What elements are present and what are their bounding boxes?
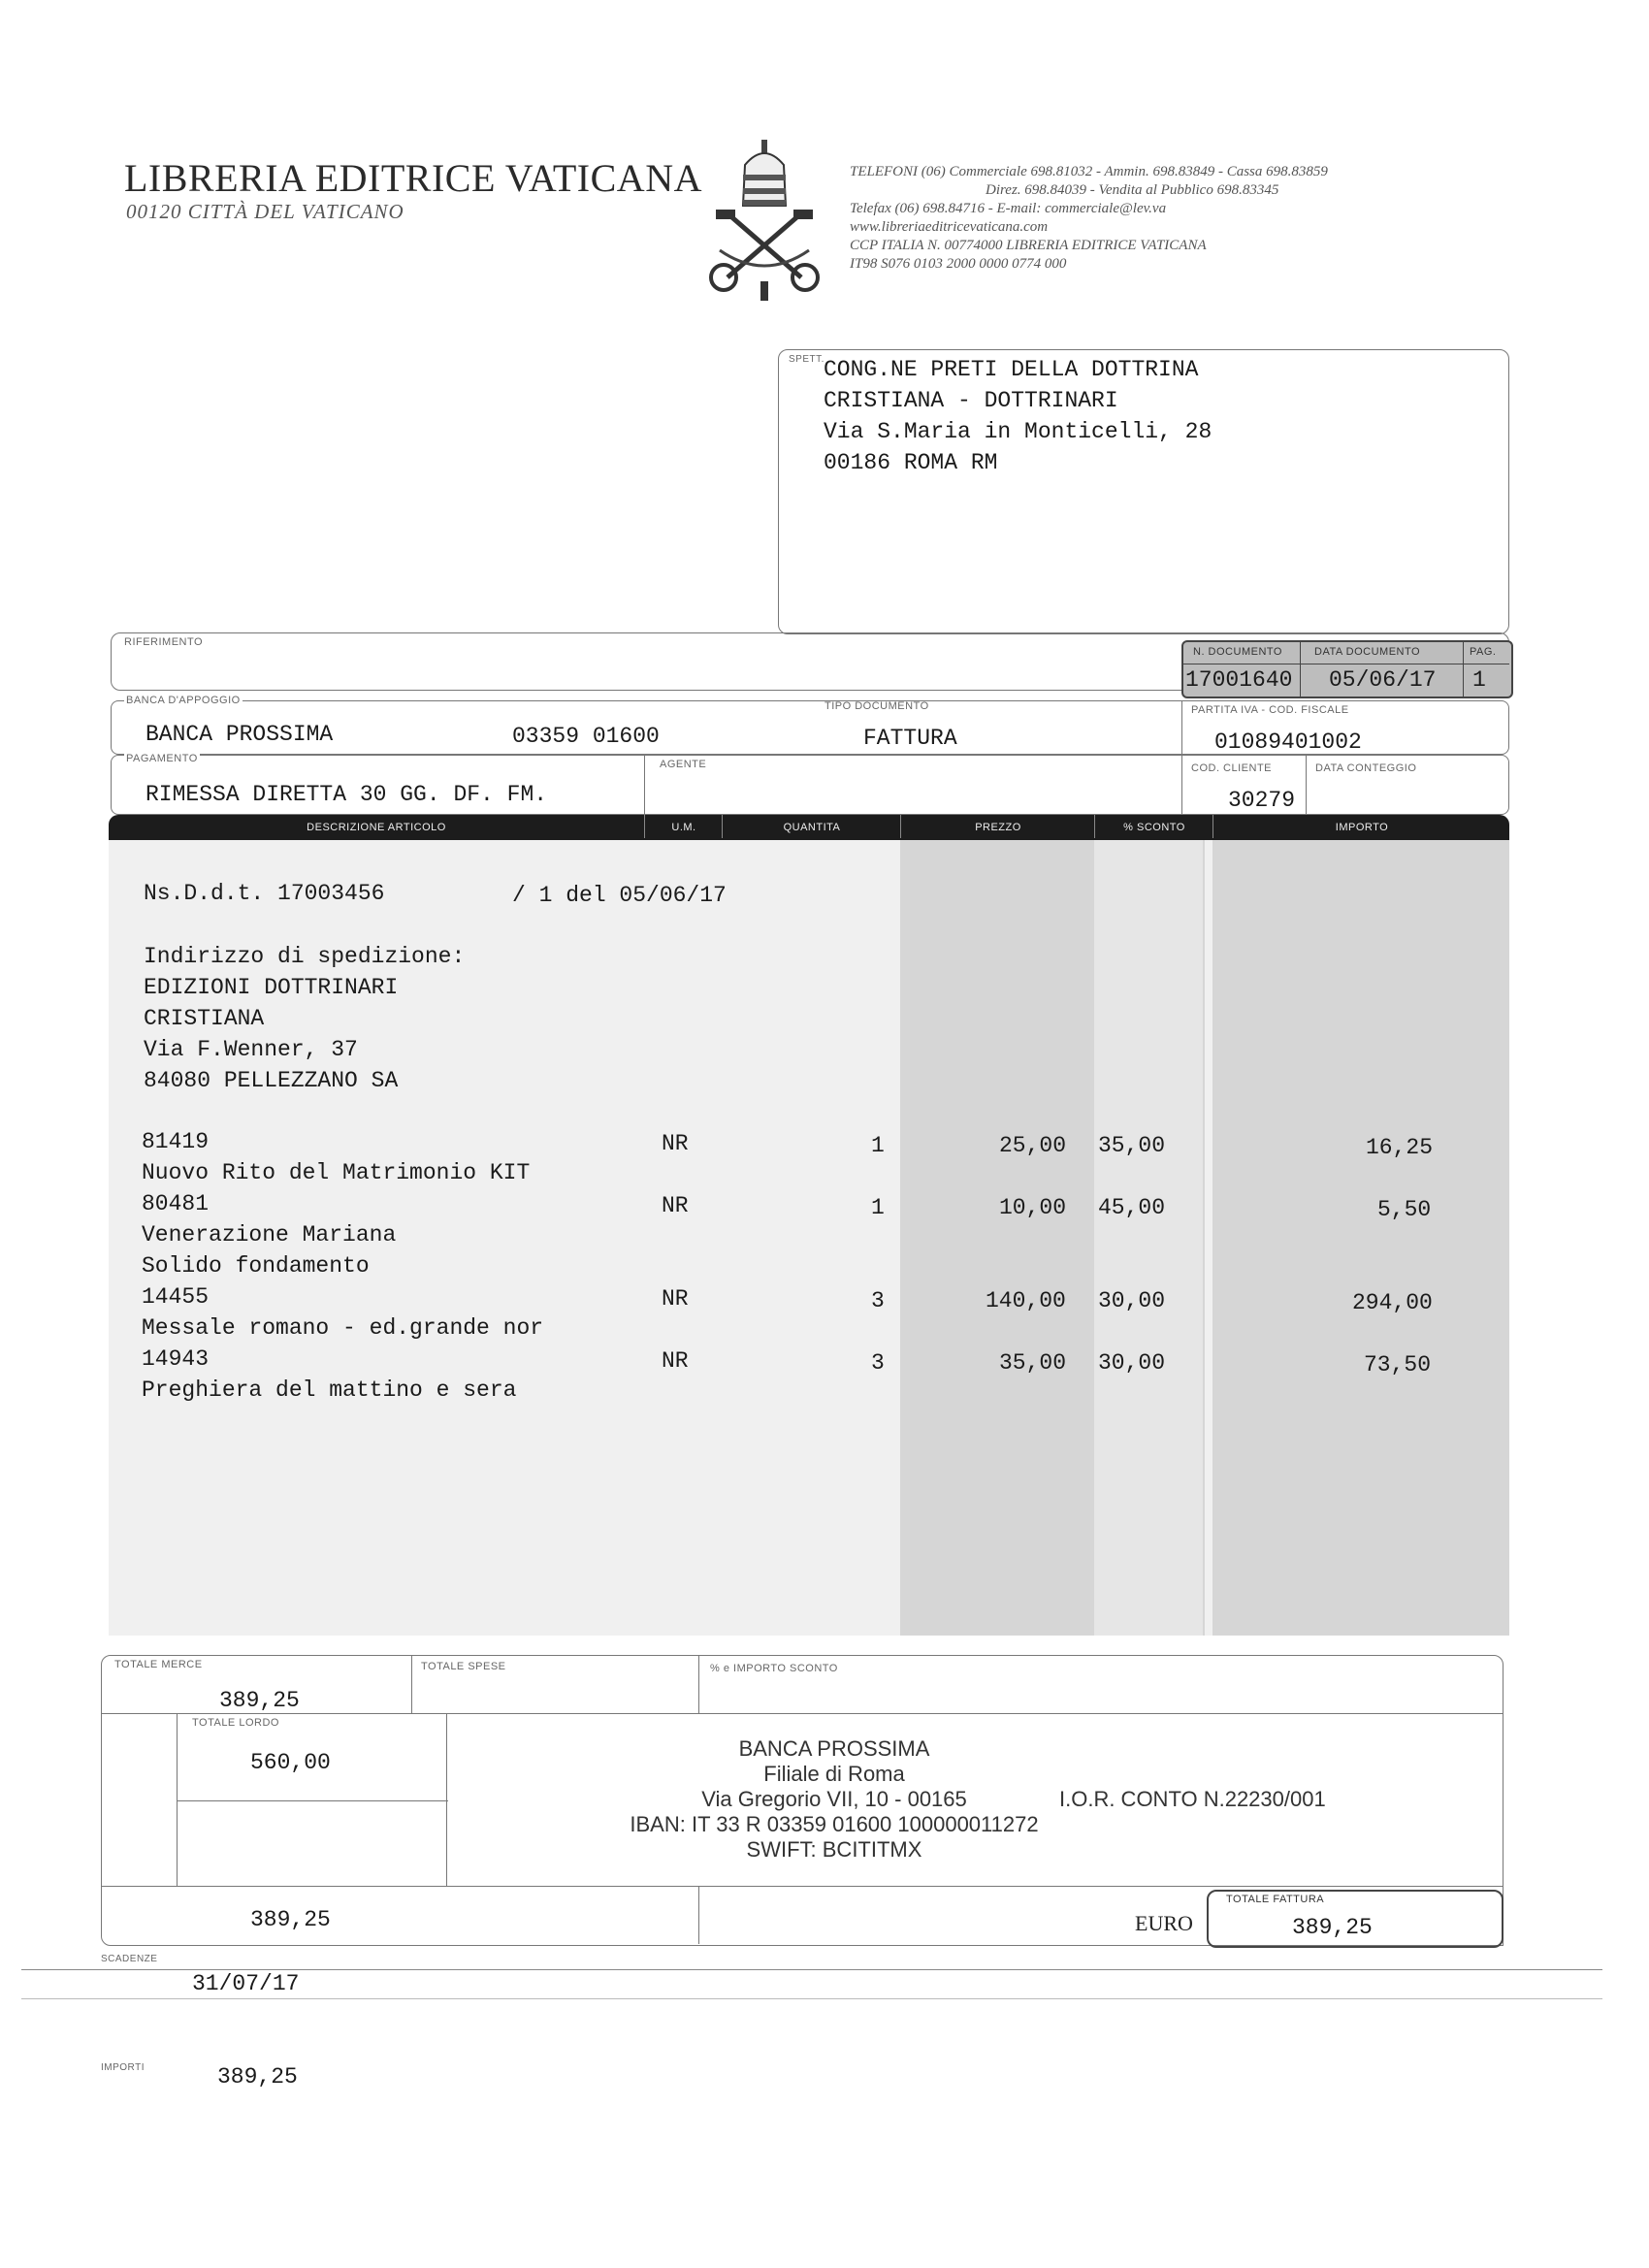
col-header-quantita: QUANTITA	[722, 815, 901, 838]
totals-divider	[698, 1886, 699, 1944]
totale-lordo-value: 560,00	[250, 1750, 331, 1775]
item-amount: 5,50	[1377, 1197, 1432, 1222]
recipient-address	[824, 354, 1212, 478]
item-quantity: 1	[871, 1195, 885, 1220]
recipient-line: 00186 ROMA RM	[824, 450, 998, 475]
totale-lordo-label: TOTALE LORDO	[192, 1717, 279, 1729]
item-quantity: 3	[871, 1288, 885, 1313]
scadenze-label: SCADENZE	[101, 1954, 158, 1964]
importi-label: IMPORTI	[101, 2062, 145, 2073]
importo-sconto-label: % e IMPORTO SCONTO	[710, 1663, 838, 1674]
col-header-descrizione: DESCRIZIONE ARTICOLO	[307, 822, 446, 833]
lordo-divider	[177, 1800, 448, 1801]
document-date: 05/06/17	[1329, 667, 1437, 693]
item-amount: 16,25	[1366, 1135, 1434, 1160]
imponibile-value: 389,25	[250, 1907, 331, 1932]
row-divider	[644, 755, 645, 815]
publisher-contacts	[850, 163, 1548, 274]
item-description: Messale romano - ed.grande nor	[142, 1315, 544, 1341]
lordo-divider	[446, 1713, 447, 1886]
scadenze-line	[21, 1998, 1602, 1999]
doc-col-divider	[1463, 640, 1464, 697]
importo-scadenza: 389,25	[217, 2064, 298, 2090]
item-code: 14455	[142, 1284, 210, 1310]
sconto-column-bg	[1094, 838, 1203, 1636]
ddt-reference: Ns.D.d.t. 17003456	[144, 881, 385, 906]
item-um: NR	[662, 1286, 689, 1312]
banca-appoggio-label: BANCA D'APPOGGIO	[126, 695, 241, 706]
item-code: 81419	[142, 1129, 210, 1154]
tipo-documento-label: TIPO DOCUMENTO	[824, 700, 929, 712]
n-documento-label: N. DOCUMENTO	[1193, 646, 1282, 658]
recipient-box	[778, 349, 1509, 634]
shipping-line: Indirizzo di spedizione:	[144, 944, 466, 969]
totale-merce-value: 389,25	[219, 1688, 300, 1713]
item-price: 35,00	[999, 1350, 1067, 1376]
item-description: Preghiera del mattino e sera	[142, 1377, 517, 1403]
ddt-reference-date: / 1 del 05/06/17	[512, 883, 727, 908]
pagamento-label: PAGAMENTO	[126, 753, 198, 764]
vatican-coat-of-arms-logo	[702, 136, 826, 303]
contact-line: Direz. 698.84039 - Vendita al Pubblico 698.83345	[986, 182, 1279, 198]
vat-number: 01089401002	[1214, 729, 1362, 755]
publisher-city: 00120 CITTÀ DEL VATICANO	[126, 200, 404, 223]
recipient-line: CRISTIANA - DOTTRINARI	[824, 388, 1118, 413]
col-header-um: U.M.	[644, 815, 723, 838]
col-header-prezzo: PREZZO	[900, 815, 1095, 838]
item-price: 25,00	[999, 1133, 1067, 1158]
row-divider	[1181, 700, 1182, 755]
contact-line: CCP ITALIA N. 00774000 LIBRERIA EDITRICE VATICANA	[850, 238, 1207, 253]
shipping-line: CRISTIANA	[144, 1006, 265, 1031]
payment-terms: RIMESSA DIRETTA 30 GG. DF. FM.	[146, 782, 548, 807]
table-header	[109, 815, 1509, 840]
col-header-sconto: % SCONTO	[1094, 815, 1213, 838]
lordo-divider	[177, 1713, 178, 1886]
totals-divider	[101, 1886, 1504, 1887]
item-price: 140,00	[986, 1288, 1066, 1313]
item-quantity: 3	[871, 1350, 885, 1376]
agente-label: AGENTE	[660, 759, 707, 770]
totals-divider	[411, 1655, 412, 1713]
totale-merce-label: TOTALE MERCE	[114, 1659, 203, 1670]
bank-line: BANCA PROSSIMA	[738, 1736, 930, 1761]
riferimento-label: RIFERIMENTO	[124, 636, 204, 648]
recipient-label: SPETT.	[789, 354, 824, 365]
bank-line: SWIFT: BCITITMX	[746, 1837, 922, 1862]
cod-cliente-label: COD. CLIENTE	[1191, 762, 1273, 774]
data-conteggio-label: DATA CONTEGGIO	[1315, 762, 1417, 774]
scadenza-date: 31/07/17	[192, 1971, 300, 1996]
ior-account: I.O.R. CONTO N.22230/001	[1059, 1787, 1326, 1811]
item-description: Nuovo Rito del Matrimonio KIT	[142, 1160, 531, 1185]
scadenze-line	[21, 1969, 1602, 1970]
contact-line: IT98 S076 0103 2000 0000 0774 000	[850, 256, 1067, 272]
item-code: 14943	[142, 1346, 210, 1372]
totals-divider	[101, 1713, 1504, 1714]
contact-line: Telefax (06) 698.84716 - E-mail: commerciale@lev.va	[850, 201, 1167, 216]
data-documento-label: DATA DOCUMENTO	[1314, 646, 1421, 658]
contact-line: TELEFONI (06) Commerciale 698.81032 - Ammin. 698.83849 - Cassa 698.83859	[850, 164, 1328, 179]
item-um: NR	[662, 1348, 689, 1374]
item-description-extra: Solido fondamento	[142, 1253, 370, 1279]
item-discount: 35,00	[1098, 1133, 1166, 1158]
item-discount: 30,00	[1098, 1288, 1166, 1313]
totals-divider	[698, 1655, 699, 1713]
item-um: NR	[662, 1193, 689, 1218]
bank-line: IBAN: IT 33 R 03359 01600 100000011272	[630, 1812, 1039, 1836]
currency: EURO	[1135, 1911, 1193, 1935]
item-discount: 45,00	[1098, 1195, 1166, 1220]
bank-line: Via Gregorio VII, 10 - 00165	[701, 1787, 967, 1811]
importo-column-bg	[1212, 838, 1509, 1636]
row-divider	[1306, 755, 1307, 815]
document-number: 17001640	[1185, 667, 1293, 693]
recipient-line: CONG.NE PRETI DELLA DOTTRINA	[824, 357, 1199, 382]
totale-spese-label: TOTALE SPESE	[421, 1661, 506, 1672]
shipping-line: EDIZIONI DOTTRINARI	[144, 975, 399, 1000]
totale-fattura-value: 389,25	[1292, 1915, 1373, 1940]
pag-label: PAG.	[1470, 646, 1497, 658]
item-discount: 30,00	[1098, 1350, 1166, 1376]
shipping-line: Via F.Wenner, 37	[144, 1037, 358, 1062]
item-code: 80481	[142, 1191, 210, 1216]
publisher-name: LIBRERIA EDITRICE VATICANA	[124, 156, 702, 200]
item-um: NR	[662, 1131, 689, 1156]
bank-name: BANCA PROSSIMA	[146, 722, 334, 747]
document-page: 1	[1472, 667, 1486, 693]
bank-code: 03359 01600	[512, 724, 660, 749]
item-quantity: 1	[871, 1133, 885, 1158]
col-header-importo: IMPORTO	[1212, 815, 1510, 838]
totale-fattura-label: TOTALE FATTURA	[1226, 1894, 1325, 1905]
doc-col-divider	[1300, 640, 1301, 697]
shipping-line: 84080 PELLEZZANO SA	[144, 1068, 399, 1093]
partita-iva-label: PARTITA IVA - COD. FISCALE	[1191, 704, 1349, 716]
item-amount: 73,50	[1364, 1352, 1432, 1377]
recipient-line: Via S.Maria in Monticelli, 28	[824, 419, 1212, 444]
document-type: FATTURA	[863, 726, 957, 751]
client-code: 30279	[1228, 788, 1296, 813]
bank-details	[582, 1736, 1086, 1863]
item-amount: 294,00	[1352, 1290, 1433, 1315]
item-price: 10,00	[999, 1195, 1067, 1220]
contact-line: www.libreriaeditricevaticana.com	[850, 219, 1049, 235]
shipping-address	[144, 941, 465, 1096]
row-divider	[1181, 755, 1182, 815]
bank-line: Filiale di Roma	[763, 1762, 905, 1786]
item-description: Venerazione Mariana	[142, 1222, 397, 1247]
